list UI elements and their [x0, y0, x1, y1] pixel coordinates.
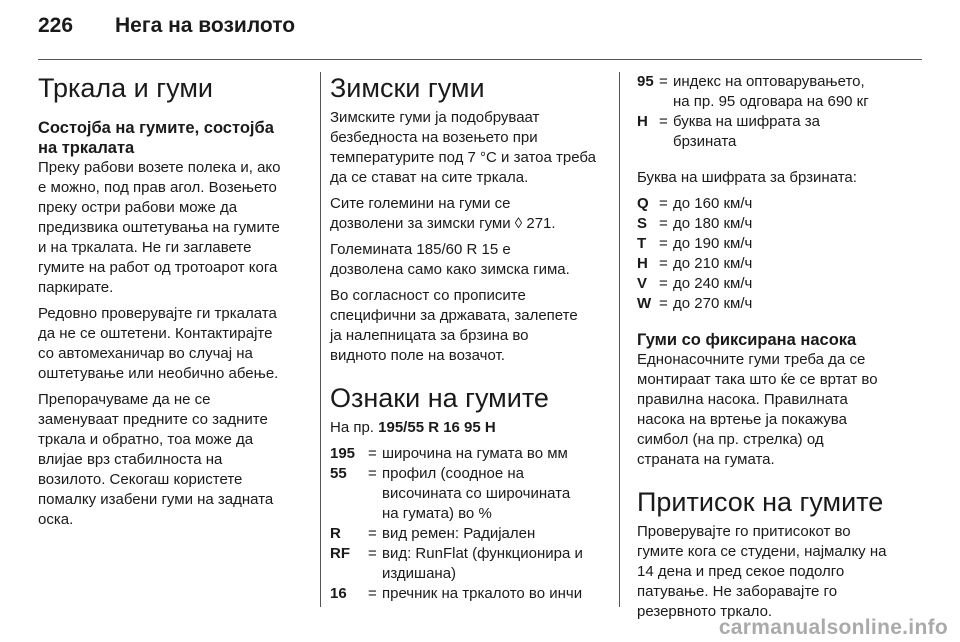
definition-value: буква на шифрата за брзината [673, 113, 820, 150]
paragraph: Проверувајте го притисокот во гумите кога се студени, најмалку на 14 дена и пред секое подолго патување. Не заборавајте го резервното тркало. [637, 523, 887, 620]
definition-key: 16 [330, 585, 347, 602]
speed-code-item [637, 274, 927, 294]
speed-value: до 180 км/ч [673, 215, 753, 232]
definition-value: пречник на тркалото во инчи [382, 585, 583, 602]
column-2 [330, 72, 605, 610]
speed-eq: = [659, 255, 668, 272]
speed-eq: = [659, 295, 668, 312]
paragraph: Еднонасочните гуми треба да се монтираат така што ќе се вртат во правилна насока. Правилната насока на вртење ја покажува симбол (на пр. стрелка) од страната на гумата. [637, 351, 878, 468]
watermark: carmanualsonline.info [718, 616, 948, 639]
speed-eq: = [659, 235, 668, 252]
definition-item [330, 544, 605, 584]
paragraph: Сите големини на гуми се дозволени за зимски гуми ◊ 271. [330, 195, 556, 232]
definition-item [330, 464, 605, 524]
speed-code-item [637, 254, 927, 274]
section-heading-directional-tyres: Гуми со фиксирана насока [637, 331, 857, 349]
speed-eq: = [659, 195, 668, 212]
column-1 [38, 72, 300, 536]
section-heading-condition: Состојба на гумите, состојба на тркалата [38, 119, 274, 157]
speed-value: до 270 км/ч [673, 295, 753, 312]
definition-eq: = [368, 525, 377, 542]
definition-key: R [330, 525, 341, 542]
column-divider-1 [320, 72, 321, 607]
definition-eq: = [659, 73, 668, 90]
section-title-winter-tyres: Зимски гуми [330, 73, 485, 103]
definition-key: RF [330, 545, 350, 562]
definition-eq: = [368, 585, 377, 602]
page-number: 226 [38, 14, 74, 37]
column-3 [637, 72, 927, 628]
paragraph: Во согласност со прописите специфични за државата, залепете ја налепницата за брзина во видното поле на возачот. [330, 287, 578, 364]
chapter-title: Тркала и гуми [38, 73, 213, 103]
speed-value: до 190 км/ч [673, 235, 753, 252]
definition-value: индекс на оптоварувањето, на пр. 95 одговара на 690 кг [673, 73, 869, 110]
speed-code-list [637, 194, 927, 314]
definition-key: 55 [330, 465, 347, 482]
definition-value: вид: RunFlat (функционира и издишана) [382, 545, 583, 582]
paragraph: Големината 185/60 R 15 е дозволена само како зимска гима. [330, 241, 570, 278]
definition-eq: = [368, 445, 377, 462]
paragraph: Зимските гуми ја подобруваат безбедноста на возењето при температурите под 7 °C и затоа треба да се стават на сите тркала. [330, 109, 597, 186]
definition-item [330, 444, 605, 464]
definition-list [330, 444, 605, 604]
paragraph: Преку рабови возете полека и, ако е можно, под прав агол. Возењето преку остри рабови може да предизвика оштетувања на гумите и на тркалата. Не ги заглавете гумите на работ од тротоарот кога паркирате. [38, 159, 281, 296]
definition-list-cont [637, 72, 927, 152]
definition-key: H [637, 113, 648, 130]
definition-value: профил (соодное на височината со широчината на гумата) во % [382, 465, 571, 522]
speed-value: до 240 км/ч [673, 275, 753, 292]
definition-key: 95 [637, 73, 654, 90]
definition-item [330, 584, 605, 604]
speed-key: W [637, 295, 652, 312]
example-line [330, 418, 605, 438]
definition-item [330, 524, 605, 544]
speed-code-item [637, 234, 927, 254]
speed-eq: = [659, 215, 668, 232]
speed-eq: = [659, 275, 668, 292]
speed-value: до 210 км/ч [673, 255, 753, 272]
example-prefix: На пр. [330, 419, 379, 436]
speed-code-item [637, 294, 927, 314]
speed-code-item [637, 194, 927, 214]
section-title-tyre-markings: Ознаки на гумите [330, 383, 549, 413]
header-rule [38, 59, 922, 60]
definition-eq: = [659, 113, 668, 130]
example-code: 195/55 R 16 95 H [378, 419, 496, 436]
definition-eq: = [368, 465, 377, 482]
speed-key: V [637, 275, 648, 292]
column-divider-2 [619, 72, 620, 607]
speed-value: до 160 км/ч [673, 195, 753, 212]
speed-key: Q [637, 195, 649, 212]
paragraph: Редовно проверувајте ги тркалата да не се оштетени. Контактирајте со автомеханичар во случај на оштетување или необично абење. [38, 305, 279, 382]
page-header [38, 14, 295, 38]
paragraph: Препорачуваме да не се заменуваат предните со задните тркала и обратно, тоа може да влијае врз стабилноста на возилото. Секогаш користете помалку изабени гуми на задната оска. [38, 391, 274, 528]
speed-key: H [637, 255, 648, 272]
speed-key: T [637, 235, 647, 252]
speed-key: S [637, 215, 648, 232]
section-title-tyre-pressure: Притисок на гумите [637, 487, 884, 517]
definition-key: 195 [330, 445, 356, 462]
running-title: Нега на возилото [115, 14, 296, 37]
definition-value: вид ремен: Радијален [382, 525, 536, 542]
speed-code-intro: Буква на шифрата за брзината: [637, 169, 857, 186]
definition-item [637, 72, 927, 112]
definition-item [637, 112, 927, 152]
definition-value: широчина на гумата во мм [382, 445, 568, 462]
definition-eq: = [368, 545, 377, 562]
speed-code-item [637, 214, 927, 234]
